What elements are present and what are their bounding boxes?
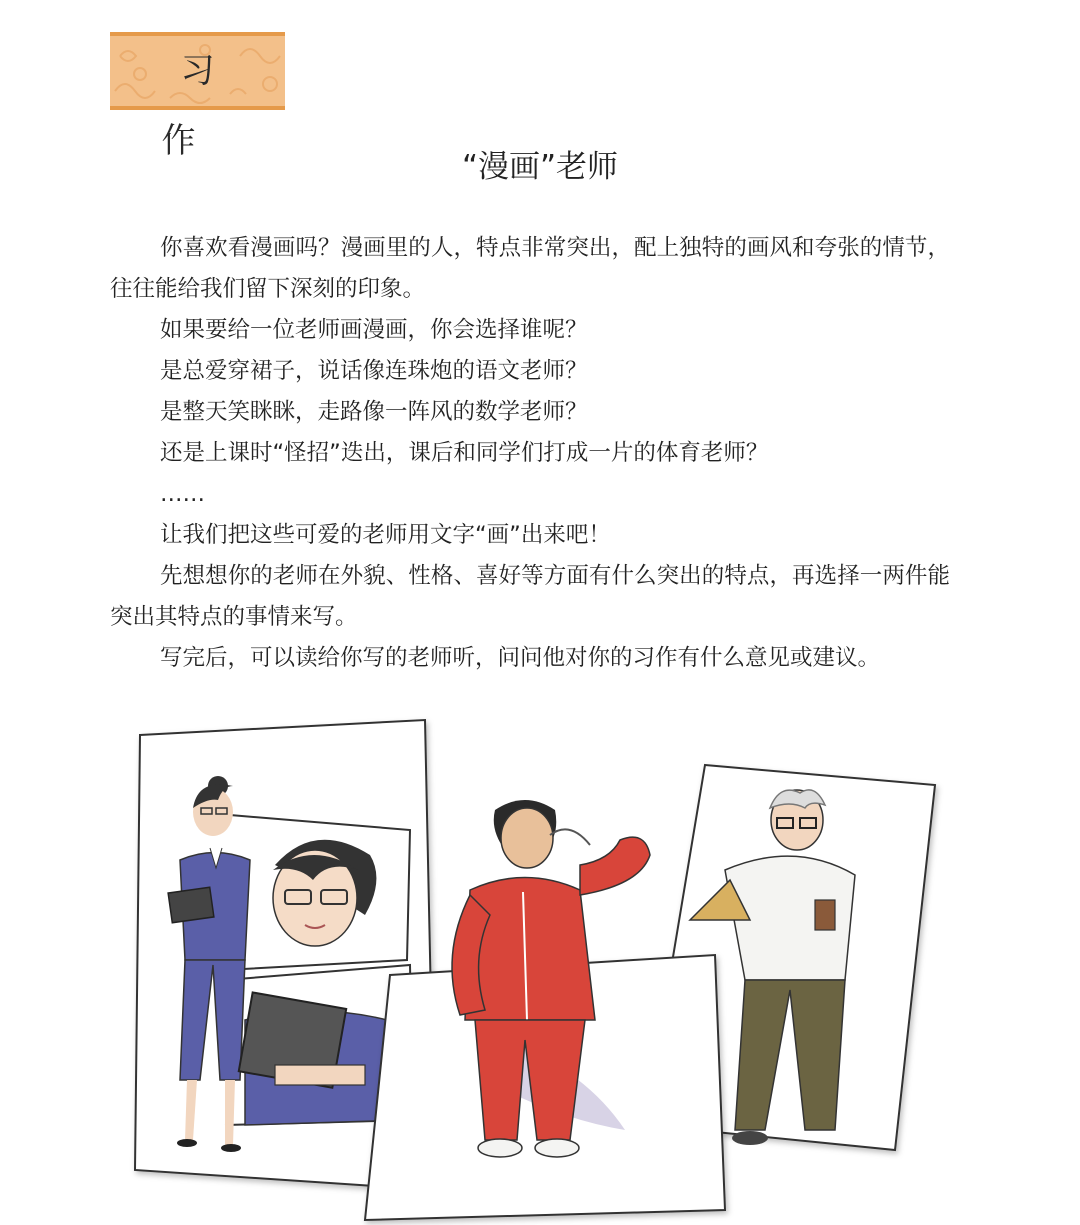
- paragraph: 如果要给一位老师画漫画，你会选择谁呢？: [160, 317, 588, 343]
- paragraph: ……: [160, 481, 205, 507]
- paragraph: 让我们把这些可爱的老师用文字“画”出来吧！: [160, 522, 611, 548]
- paragraph: 你喜欢看漫画吗？漫画里的人，特点非常突出，配上独特的画风和夸张的情节，往往能给我们留下深刻的印象。: [110, 235, 950, 302]
- section-banner: [110, 32, 285, 161]
- teachers-illustration: [125, 720, 955, 1220]
- paragraph: 是总爱穿裙子，说话像连珠炮的语文老师？: [160, 358, 588, 384]
- banner-title: 习作: [161, 51, 253, 161]
- paragraph: 还是上课时“怪招”迭出，课后和同学们打成一片的体育老师？: [160, 440, 769, 466]
- paragraph: 是整天笑眯眯，走路像一阵风的数学老师？: [160, 399, 588, 425]
- paragraph: 先想想你的老师在外貌、性格、喜好等方面有什么突出的特点，再选择一两件能突出其特点的事情来写。: [110, 563, 950, 630]
- paragraph: 写完后，可以读给你写的老师听，问问他对你的习作有什么意见或建议。: [160, 645, 881, 671]
- body-text: [110, 228, 950, 679]
- page-title: “漫画”老师: [461, 149, 619, 185]
